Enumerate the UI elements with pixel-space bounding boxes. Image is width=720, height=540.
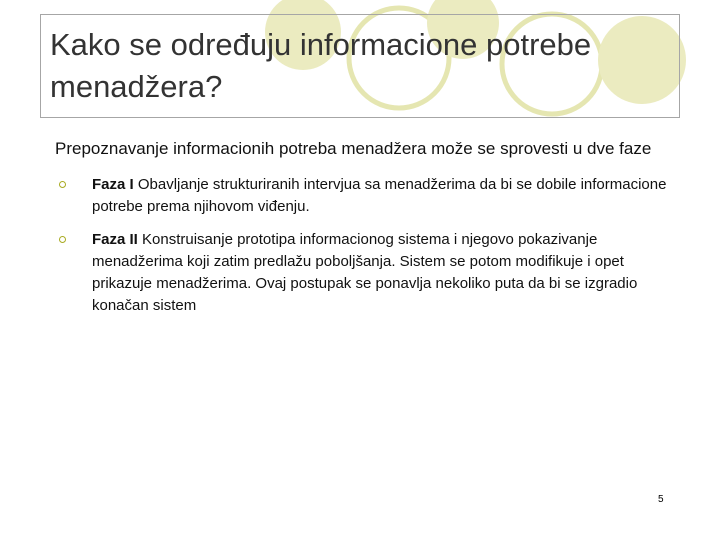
list-item xyxy=(55,174,685,218)
list-item xyxy=(55,229,685,317)
slide-content xyxy=(55,138,685,328)
page-number: 5 xyxy=(658,494,664,505)
bullet-text xyxy=(92,174,685,218)
bullet-list xyxy=(55,174,685,317)
circle-bullet-icon xyxy=(59,181,66,188)
phase-label: Faza II xyxy=(92,231,138,248)
slide-title: Kako se određuju informacione potrebe menadžera? xyxy=(50,27,592,104)
phase-description: Obavljanje strukturiranih intervjua sa menadžerima da bi se dobile informacione potrebe prema njihovom viđenju. xyxy=(92,176,667,215)
intro-text: Prepoznavanje informacionih potreba menadžera može se sprovesti u dve faze xyxy=(55,139,652,158)
phase-label: Faza I xyxy=(92,176,134,193)
bullet-text xyxy=(92,229,685,317)
phase-description: Konstruisanje prototipa informacionog sistema i njegovo pokazivanje menadžerima koji zatim predlažu poboljšanja. Sistem se potom modifikuje i opet prikazuje menadžerima. Ovaj postupak se ponavlja nekoliko puta da bi se izgradio konačan sistem xyxy=(92,231,638,314)
circle-bullet-icon xyxy=(59,236,66,243)
